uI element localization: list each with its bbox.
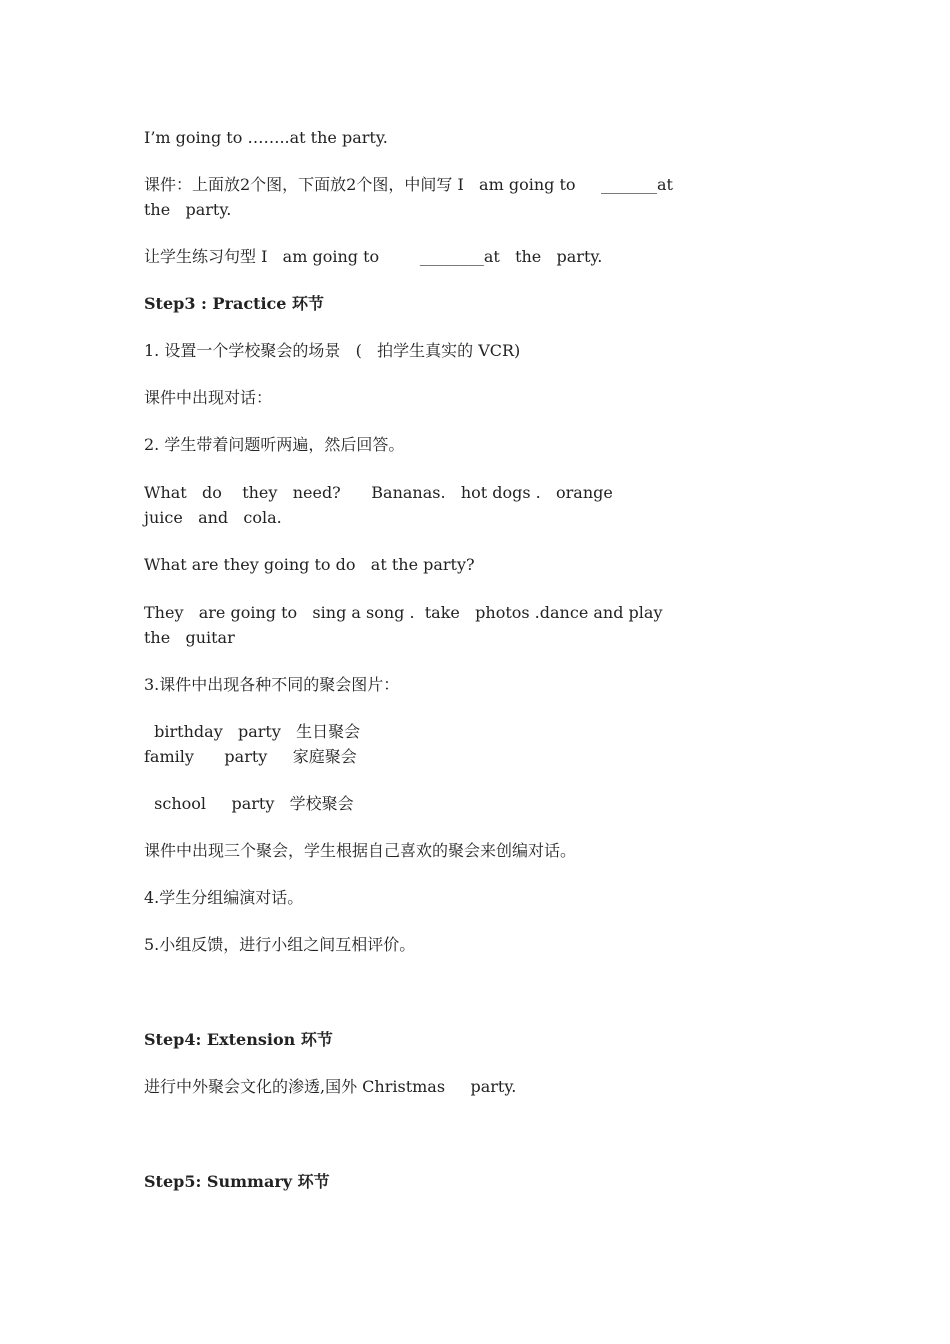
line-what-need-cont: juice and cola. (144, 508, 282, 527)
line-courseware-layout: 课件：上面放2个图，下面放2个图，中间写 I am going to _______at (144, 175, 673, 194)
line-culture: 进行中外聚会文化的渗透,国外 Christmas party. (144, 1077, 517, 1096)
line-item-4: 4.学生分组编演对话。 (144, 888, 304, 907)
line-school-party: school party 学校聚会 (144, 794, 354, 813)
line-practice-sentence: 让学生练习句型 I am going to ________at the party. (144, 247, 603, 266)
line-courseware-layout-cont: the party. (144, 200, 232, 219)
line-item-5: 5.小组反馈，进行小组之间互相评价。 (144, 935, 416, 954)
heading-step5: Step5: Summary 环节 (144, 1172, 330, 1191)
line-family-party: family party 家庭聚会 (144, 747, 357, 766)
line-item-2: 2. 学生带着问题听两遍，然后回答。 (144, 435, 405, 454)
line-birthday-party: birthday party 生日聚会 (144, 722, 361, 741)
line-they-are-going-cont: the guitar (144, 628, 235, 647)
heading-step4: Step4: Extension 环节 (144, 1030, 333, 1049)
line-they-are-going: They are going to sing a song . take photos .dance and play (144, 603, 663, 622)
line-item-1: 1. 设置一个学校聚会的场景 ( 拍学生真实的 VCR) (144, 341, 521, 360)
line-what-going-to-do: What are they going to do at the party? (144, 555, 475, 574)
line-item-3: 3.课件中出现各种不同的聚会图片： (144, 675, 400, 694)
heading-step3: Step3 : Practice 环节 (144, 294, 325, 313)
line-im-going-to: I’m going to ……..at the party. (144, 128, 388, 147)
line-what-need: What do they need? Bananas. hot dogs . orange (144, 483, 613, 502)
line-three-parties: 课件中出现三个聚会，学生根据自己喜欢的聚会来创编对话。 (144, 841, 577, 860)
line-dialog-appears: 课件中出现对话： (144, 388, 273, 407)
